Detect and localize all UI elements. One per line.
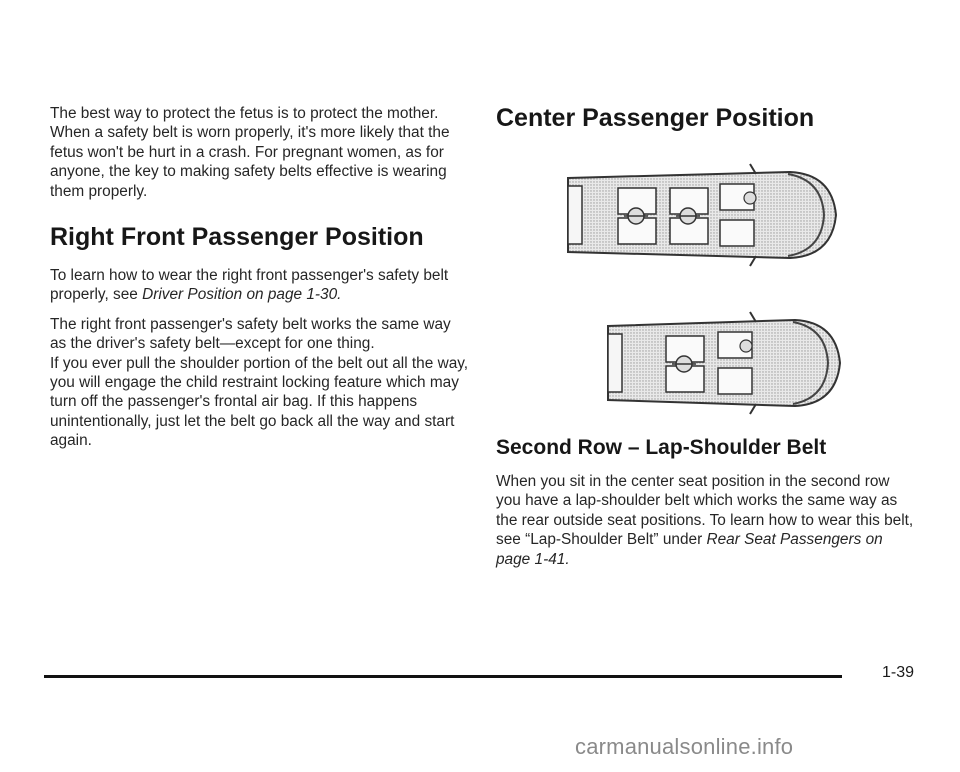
right-front-para-text: To learn how to wear the right front passenger's safety belt properly, see — [50, 267, 449, 304]
vehicle-seating-svg — [560, 160, 850, 420]
second-row-para-text: When you sit in the center seat position in the second row you have a lap-shoulder belt which works the same way as the rear outside seat positions. To learn how to wear this belt, see “Lap-Shoulder Belt” under — [496, 473, 914, 549]
belt-works-same-para: The right front passenger's safety belt works the same way as the driver's safety belt—except for one thing. — [50, 315, 451, 353]
second-row-heading: Second Row – Lap-Shoulder Belt — [496, 436, 827, 459]
right-front-para — [50, 266, 470, 305]
vehicle-bottom — [608, 312, 840, 414]
page-number: 1-39 — [882, 664, 915, 681]
intro-paragraph: The best way to protect the fetus is to protect the mother. When a safety belt is worn properly, it's more likely that the fetus won't be hurt in a crash. For pregnant women, as for anyone, the key to making safety belts effective is wearing them properly. — [50, 105, 450, 200]
left-column — [50, 104, 470, 461]
watermark[interactable]: carmanualsonline.info — [575, 734, 794, 759]
second-row-para — [496, 472, 916, 569]
shoulder-portion-para: If you ever pull the shoulder portion of the belt out all the way, you will engage the child restraint locking feature which may turn off the passenger's frontal air bag. If this happens unintentionally, just let the belt go back all the way and start again. — [50, 354, 469, 450]
rear-seat-passengers-ref: Rear Seat Passengers on page 1-41. — [496, 531, 883, 568]
vehicle-top — [568, 164, 836, 266]
center-passenger-heading: Center Passenger Position — [496, 104, 815, 132]
right-column — [496, 104, 916, 133]
driver-position-ref: Driver Position on page 1-30. — [142, 286, 342, 304]
vehicle-seating-diagram — [560, 160, 850, 420]
footer-rule — [44, 675, 842, 678]
second-row-section — [496, 436, 916, 579]
right-front-passenger-heading: Right Front Passenger Position — [50, 223, 424, 252]
